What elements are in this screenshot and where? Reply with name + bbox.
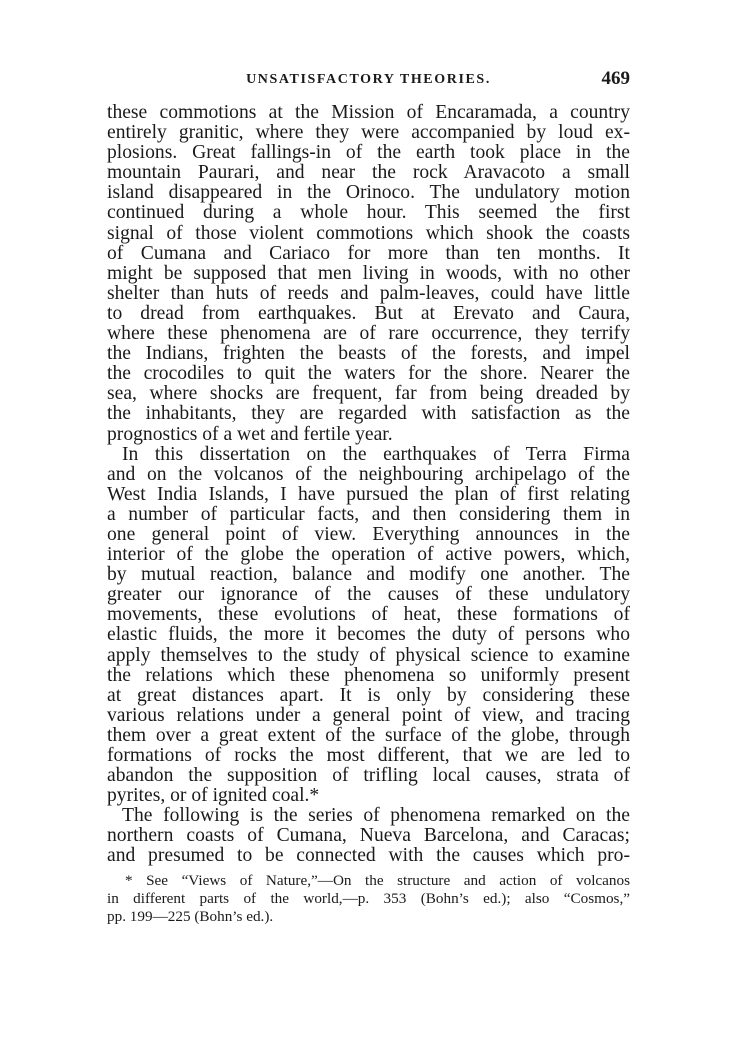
text-line: where these phenomena are of rare occurrence, they terrify	[107, 323, 630, 345]
page-number: 469	[601, 68, 630, 89]
paragraph	[107, 445, 630, 807]
text-line: of Cumana and Cariaco for more than ten months. It	[107, 242, 630, 264]
text-line: plosions. Great fallings-in of the earth took place in the	[107, 142, 630, 164]
text-line: and on the volcanos of the neighbouring archipelago of the	[107, 463, 630, 485]
text-line: movements, these evolutions of heat, these formations of	[107, 604, 630, 626]
text-line: West India Islands, I have pursued the plan of first relating	[107, 483, 630, 505]
running-title: UNSATISFACTORY THEORIES.	[246, 72, 491, 87]
text-line: entirely granitic, where they were accompanied by loud ex-	[107, 122, 630, 144]
text-line: these commotions at the Mission of Encaramada, a country	[107, 102, 630, 123]
footnote-line: pp. 199—225 (Bohn’s ed.).	[107, 907, 274, 925]
text-line: the inhabitants, they are regarded with satisfaction as the	[107, 403, 630, 425]
text-line: In this dissertation on the earthquakes of Terra Firma	[122, 443, 630, 465]
text-line: apply themselves to the study of physical science to examine	[107, 644, 630, 666]
footnote-line: * See “Views of Nature,”—On the structure and action of volcanos	[125, 871, 630, 889]
text-line: one general point of view. Everything announces in the	[107, 523, 630, 545]
text-line: sea, where shocks are frequent, far from being dreaded by	[107, 383, 630, 405]
text-line: by mutual reaction, balance and modify one another. The	[107, 564, 630, 586]
text-line: the Indians, frighten the beasts of the forests, and impel	[107, 343, 630, 365]
paragraph	[107, 103, 630, 445]
text-line: at great distances apart. It is only by considering these	[107, 684, 630, 706]
text-line: signal of those violent commotions which shook the coasts	[107, 222, 630, 244]
text-line: abandon the supposition of trifling local causes, strata of	[107, 765, 630, 787]
text-line: island disappeared in the Orinoco. The undulatory motion	[107, 182, 630, 204]
text-line: might be supposed that men living in woods, with no other	[107, 262, 630, 284]
text-line: greater our ignorance of the causes of these undulatory	[107, 584, 630, 606]
text-line: northern coasts of Cumana, Nueva Barcelona, and Caracas;	[107, 825, 630, 847]
text-line: them over a great extent of the surface of the globe, through	[107, 724, 630, 746]
text-line: elastic fluids, the more it becomes the duty of persons who	[107, 624, 630, 646]
body-text	[107, 103, 630, 867]
text-line: shelter than huts of reeds and palm-leaves, could have little	[107, 282, 630, 304]
text-line: the crocodiles to quit the waters for the shore. Nearer the	[107, 363, 630, 385]
text-line: continued during a whole hour. This seemed the first	[107, 202, 630, 224]
text-line: to dread from earthquakes. But at Erevato and Caura,	[107, 302, 630, 324]
text-line: mountain Paurari, and near the rock Aravacoto a small	[107, 162, 630, 184]
text-line: pyrites, or of ignited coal.*	[107, 785, 320, 807]
footnote	[107, 872, 630, 926]
book-page	[107, 64, 630, 926]
footnote-line: in different parts of the world,—p. 353 (Bohn’s ed.); also “Cosmos,”	[107, 889, 630, 907]
text-line: The following is the series of phenomena remarked on the	[122, 805, 630, 827]
text-line: a number of particular facts, and then considering them in	[107, 503, 630, 525]
paragraph	[107, 806, 630, 866]
running-head	[107, 64, 630, 98]
text-line: various relations under a general point of view, and tracing	[107, 704, 630, 726]
text-line: formations of rocks the most different, that we are led to	[107, 745, 630, 766]
text-line: interior of the globe the operation of active powers, which,	[107, 544, 630, 566]
text-line: and presumed to be connected with the causes which pro-	[107, 845, 630, 867]
text-line: the relations which these phenomena so uniformly present	[107, 664, 630, 686]
text-line: prognostics of a wet and fertile year.	[107, 423, 393, 445]
